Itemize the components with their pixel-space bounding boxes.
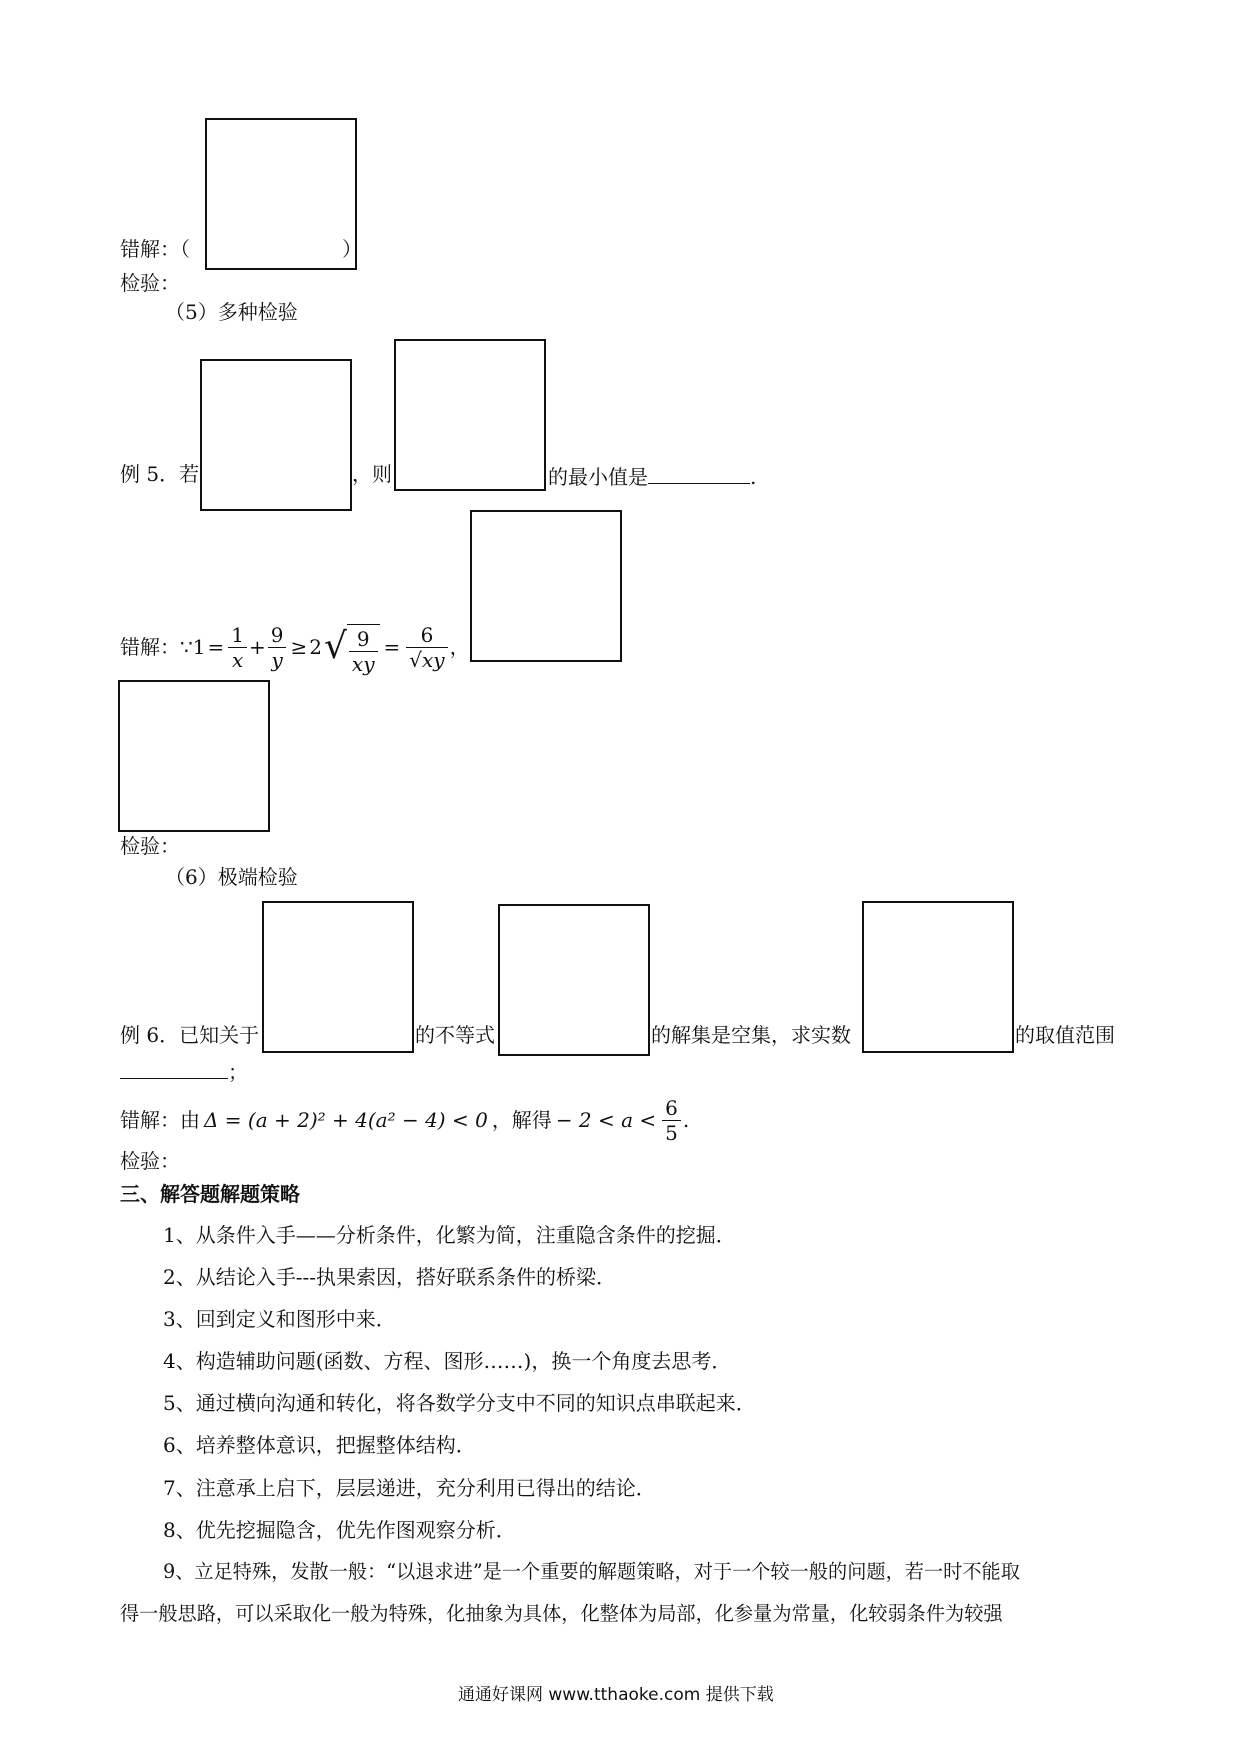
fraction-numerator: 6 [662, 1096, 681, 1121]
fraction-denominator: y [271, 647, 283, 672]
discriminant-expression: Δ = (a + 2)² + 4(a² − 4) < 0 [204, 1108, 488, 1132]
check-6-label: 检验： [120, 1149, 180, 1173]
formula-image-box [394, 339, 546, 491]
formula-image-box [118, 680, 270, 832]
wrong-6-line [120, 1092, 689, 1148]
sqrt-icon: √ [323, 626, 347, 667]
wrong-6-label: 错解：由 [120, 1108, 200, 1132]
example-6-prefix: 例 6．已知关于 [120, 1023, 260, 1047]
formula-image-box [498, 904, 650, 1056]
fraction-9-over-y [268, 623, 287, 672]
example-6-end: ； [228, 1060, 248, 1084]
strategy-item-4: 4、构造辅助问题(函数、方程、图形……)，换一个角度去思考． [163, 1349, 732, 1373]
subsection-6-title: （6）极端检验 [165, 865, 298, 889]
fraction-denominator-sqrt [406, 648, 447, 672]
comma: ， [449, 635, 470, 659]
strategy-item-1: 1、从条件入手——分析条件，化繁为简，注重隐含条件的挖掘． [163, 1223, 736, 1247]
fraction-denominator: x [231, 647, 244, 672]
strategy-item-2: 2、从结论入手---执果索因，搭好联系条件的桥梁． [163, 1265, 616, 1289]
strategy-item-8: 8、优先挖掘隐含，优先作图观察分析． [163, 1518, 516, 1542]
paren-open: （ [180, 237, 190, 261]
example-6-blank-line [120, 1056, 248, 1085]
formula-image-box [262, 901, 414, 1053]
strategy-item-7: 7、注意承上启下，层层递进，充分利用已得出的结论． [163, 1476, 656, 1500]
number-two: 2 [309, 635, 322, 659]
formula-image-box [862, 901, 1014, 1053]
fraction-6-over-sqrt-xy [406, 623, 447, 672]
example-5-end: . [750, 465, 757, 489]
footer-text: 通通好课网 www.tthaoke.com 提供下载 [458, 1685, 774, 1705]
wrong-6-mid: ，解得 [491, 1108, 552, 1132]
example-6-part3: 的解集是空集，求实数 [651, 1023, 851, 1047]
answer-blank[interactable] [648, 461, 750, 484]
number-one: 1 [192, 635, 206, 659]
strategy-item-3: 3、回到定义和图形中来． [163, 1307, 396, 1331]
example-5-mid: ，则 [352, 462, 392, 486]
strategy-item-9-line-1: 9、立足特殊，发散一般：“以退求进”是一个重要的解题策略，对于一个较一般的问题，若一时不能取 [163, 1560, 1020, 1583]
equals-sign: = [207, 635, 225, 659]
check-5-label: 检验： [120, 834, 180, 858]
wrong-5-line [120, 612, 470, 682]
example-5-suffix: 的最小值是 [548, 465, 648, 489]
section-3-title: 三、解答题解题策略 [120, 1182, 300, 1206]
radicand [347, 624, 380, 676]
subsection-5-title: （5）多种检验 [165, 300, 298, 324]
fraction-denominator: 5 [665, 1120, 678, 1145]
fraction-denominator: xy [351, 652, 375, 676]
answer-blank[interactable] [120, 1056, 228, 1079]
fraction-numerator: 9 [349, 627, 378, 652]
example-5-prefix: 例 5．若 [120, 462, 200, 486]
fraction-numerator: 6 [406, 623, 447, 648]
strategy-item-5: 5、通过横向沟通和转化，将各数学分支中不同的知识点串联起来． [163, 1391, 756, 1415]
example-5-suffix-line [548, 461, 756, 490]
fraction-6-over-5 [662, 1096, 681, 1145]
plus-sign: + [248, 635, 266, 659]
formula-image-box [470, 510, 622, 662]
sqrt-icon: √ [409, 647, 423, 672]
inequality-expression: − 2 < a < [555, 1108, 657, 1132]
equals-sign: = [383, 635, 401, 659]
fraction-numerator: 9 [268, 623, 287, 648]
strategy-item-9-line-2: 得一般思路，可以采取化一般为特殊，化抽象为具体，化整体为局部，化参量为常量，化较弱条件为较强 [120, 1602, 1003, 1625]
fraction-1-over-x [228, 623, 247, 672]
example-6-part4: 的取值范围 [1015, 1023, 1115, 1047]
formula-image-box [200, 359, 352, 511]
wrong-label: 错解： [120, 237, 180, 261]
sqrt-radicand: xy [422, 647, 445, 672]
wrong-solution-line [120, 236, 362, 262]
geq-sign: ≥ [290, 635, 308, 659]
wrong-5-label: 错解： [120, 635, 180, 659]
check-label: 检验： [120, 271, 180, 295]
wrong-6-end: . [682, 1108, 690, 1132]
paren-close: ） [342, 237, 362, 261]
example-6-part2: 的不等式 [415, 1023, 495, 1047]
fraction-numerator: 1 [228, 623, 247, 648]
strategy-item-6: 6、培养整体意识，把握整体结构． [163, 1433, 476, 1457]
because-symbol: ∵ [180, 635, 193, 659]
